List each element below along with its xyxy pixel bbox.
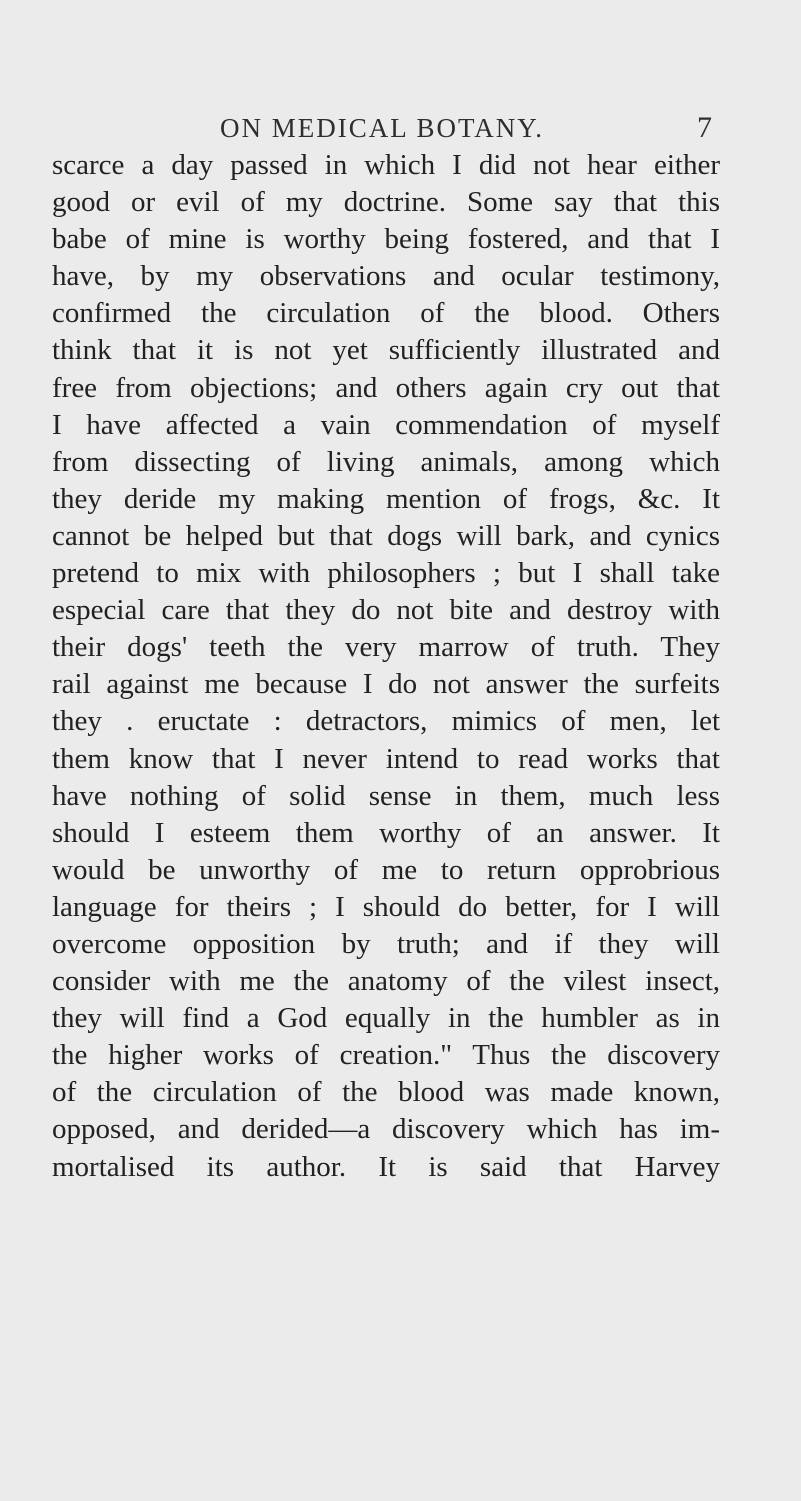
text-line: have nothing of solid sense in them, much less [52,779,720,812]
text-line: from dissecting of living animals, among which [52,445,720,478]
text-line: have, by my observations and ocular testimony, [52,260,720,293]
text-line: especial care that they do not bite and destroy with [52,594,720,627]
text-line: think that it is not yet sufficiently illustrated and [52,334,720,367]
running-head-title: ON MEDICAL BOTANY. [219,113,545,143]
text-line: they will find a God equally in the humbler as in [52,1002,720,1035]
text-line: I have affected a vain commendation of myself [52,408,720,441]
page-number: 7 [697,111,712,144]
text-line: language for theirs ; I should do better, for I will [52,890,720,923]
text-line: good or evil of my doctrine. Some say that this [52,186,720,219]
text-line: of the circulation of the blood was made known, [52,1076,720,1109]
text-line: free from objections; and others again cry out that [52,371,720,404]
text-line: should I esteem them worthy of an answer. It [52,816,720,849]
text-line: they . eructate : detractors, mimics of men, let [52,705,720,738]
text-line: their dogs' teeth the very marrow of truth. They [52,631,720,664]
text-line: opposed, and derided—a discovery which has im- [52,1113,720,1146]
text-line: rail against me because I do not answer the surfeits [52,668,720,701]
text-line: consider with me the anatomy of the vilest insect, [52,965,720,998]
text-line: they deride my making mention of frogs, &c. It [52,482,720,515]
text-line: pretend to mix with philosophers ; but I shall take [52,557,720,590]
text-line: babe of mine is worthy being fostered, and that I [52,223,720,256]
body-text [52,147,720,1186]
text-line: overcome opposition by truth; and if they will [52,927,720,960]
text-line: would be unworthy of me to return opprobrious [52,853,720,886]
text-line: mortalised its author. It is said that Harvey [52,1150,720,1183]
text-line: them know that I never intend to read works that [52,742,720,775]
running-head [52,110,712,146]
text-line: the higher works of creation." Thus the discovery [52,1039,720,1072]
text-line: scarce a day passed in which I did not hear either [52,149,720,181]
text-line: cannot be helped but that dogs will bark, and cynics [52,519,720,552]
text-line: confirmed the circulation of the blood. Others [52,297,720,330]
